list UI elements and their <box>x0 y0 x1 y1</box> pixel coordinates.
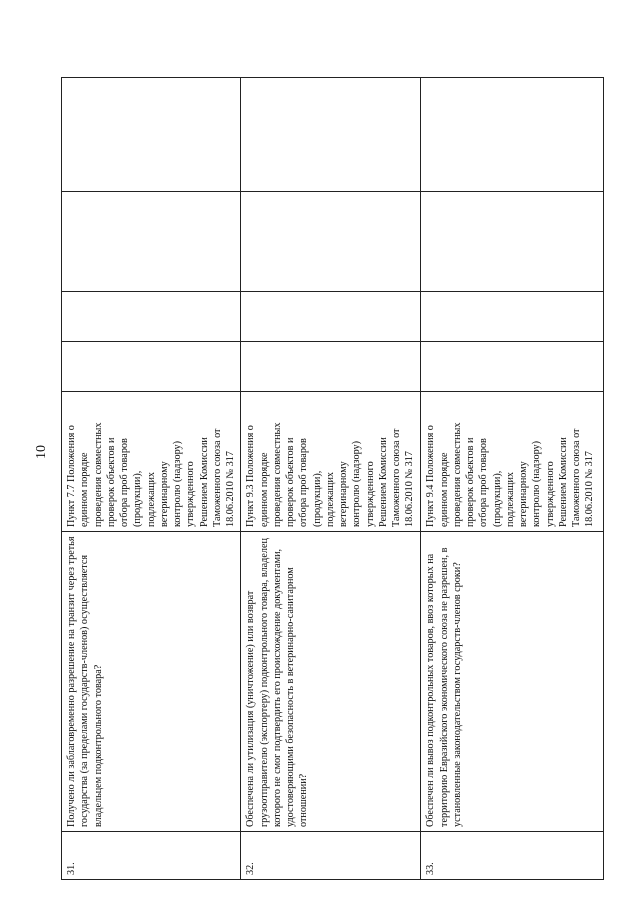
row-number: 33. <box>421 832 604 880</box>
question-cell: Обеспечен ли вывоз подконтрольных товаров, ввоз которых на территорию Евразийского экономического союза не разрешен, в установленные законодательством государств-членов сроки? <box>421 532 604 832</box>
row-number: 32. <box>241 832 421 880</box>
page-number: 10 <box>34 445 49 459</box>
not-applicable-cell <box>421 192 604 292</box>
reference-cell: Пункт 9.4 Положения о единном порядке проведения совместных проверок объектов и отбора проб товаров (продукции), подлежащих ветеринарному контролю (надзору) утвержденного Решением Комиссии Таможенного союза от 18.06.2010 № 317 <box>421 392 604 532</box>
reference-cell: Пункт 7.7 Положения о единном порядке проведения совместных проверок объектов и отбора проб товаров (продукции), подлежащих ветеринарному контролю (надзору) утвержденного Решением Комиссии Таможенного союза от 18.06.2010 № 317 <box>62 392 241 532</box>
not-applicable-cell <box>62 192 241 292</box>
checklist-table <box>61 77 604 880</box>
not-applicable-cell <box>241 192 421 292</box>
note-cell <box>62 78 241 192</box>
answer-yes-cell <box>421 342 604 392</box>
answer-no-cell <box>421 292 604 342</box>
reference-cell: Пункт 9.3 Положения о единном порядке проведения совместных проверок объектов и отбора проб товаров (продукции), подлежащих ветеринарному контролю (надзору) утвержденного Решением Комиссии Таможенного союза от 18.06.2010 № 317 <box>241 392 421 532</box>
answer-yes-cell <box>62 342 241 392</box>
question-cell: Получено ли заблаговременно разрешение на транзит через третья государства (за пределами государств-членов) осуществляется владельцем подконтрольного товара? <box>62 532 241 832</box>
note-cell <box>241 78 421 192</box>
question-cell: Обеспечена ли утилизация (уничтожение) или возврат грузоотправителю (экспортеру) подконтрольного товара, владелец которого не смог подтвердить его происхождение документами, удостоверяющими безопасность в ветеринарно-санитарном отношении? <box>241 532 421 832</box>
answer-no-cell <box>241 292 421 342</box>
checklist-table-rotated <box>61 78 601 880</box>
row-number: 31. <box>62 832 241 880</box>
answer-yes-cell <box>241 342 421 392</box>
note-cell <box>421 78 604 192</box>
table-row <box>421 78 604 880</box>
table-row <box>62 78 241 880</box>
answer-no-cell <box>62 292 241 342</box>
table-row <box>241 78 421 880</box>
